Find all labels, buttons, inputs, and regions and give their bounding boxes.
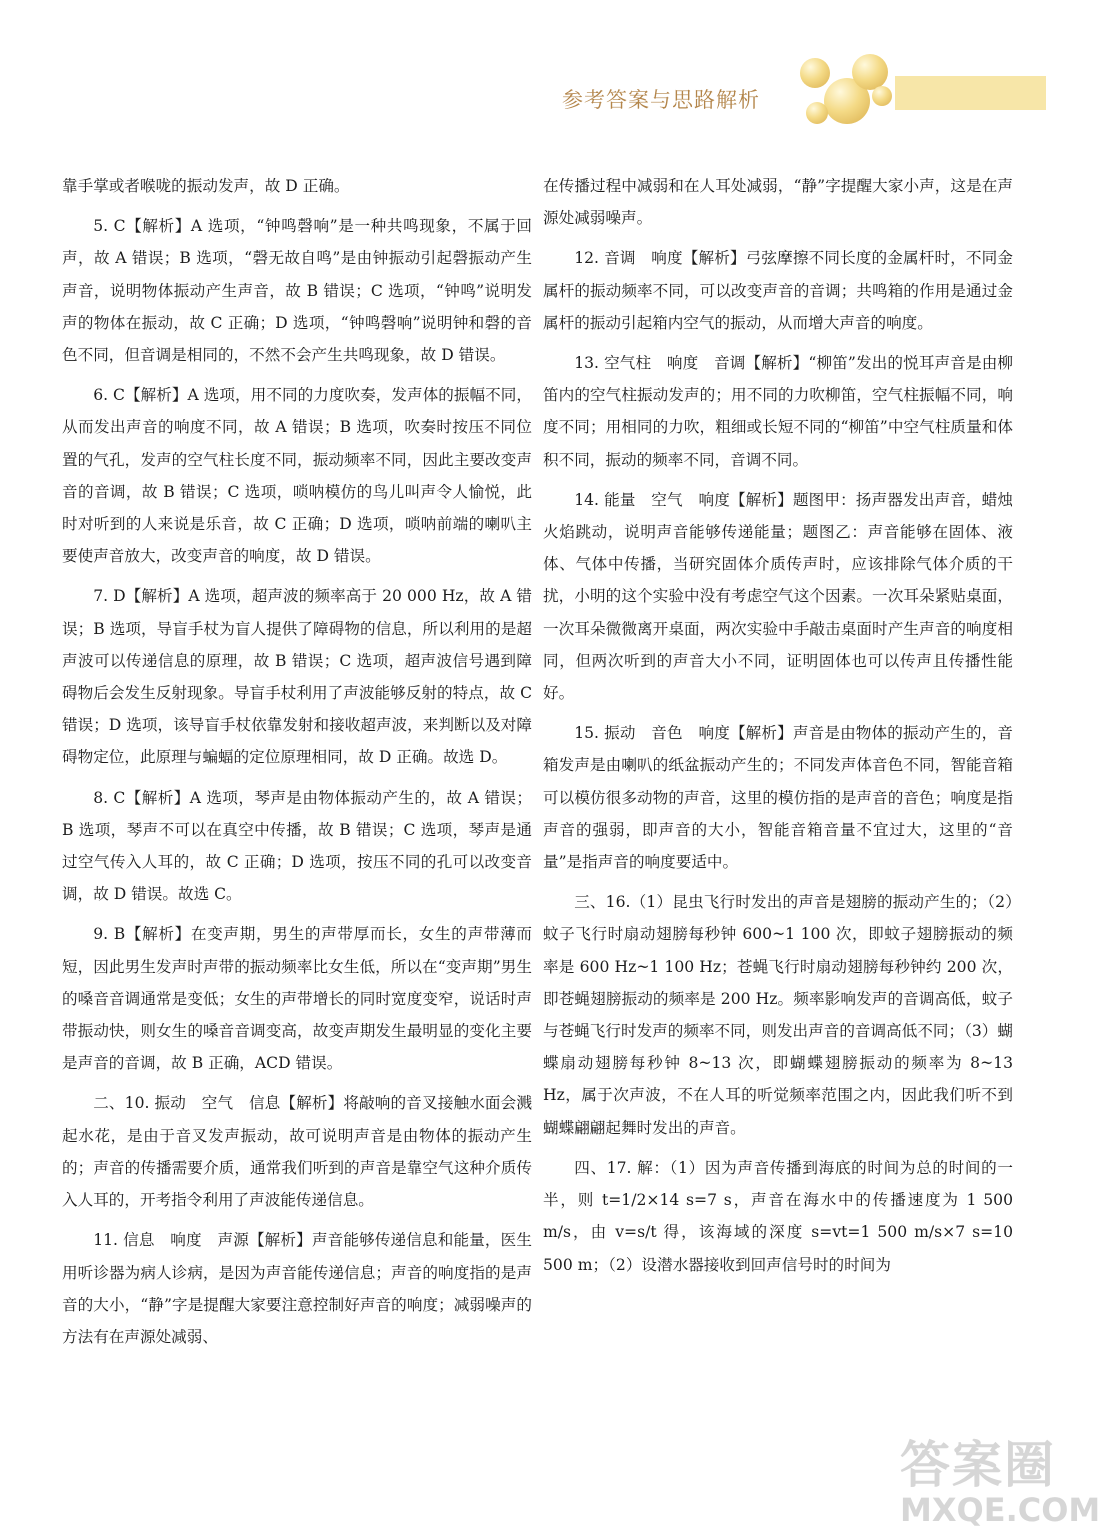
paragraph: 靠手掌或者喉咙的振动发声，故 D 正确。 (62, 177, 350, 195)
paragraph: 8. C【解析】A 选项，琴声是由物体振动产生的，故 A 错误；B 选项，琴声不可以在真空中传播，故 B 错误；C 选项，琴声是通过空气传入人耳的，故 C 正确；D 选项，按压不同的孔可以改变音调，故 D 错误。故选 C。 (62, 788, 532, 904)
left-column (62, 170, 532, 1361)
watermark-url: MXQE.COM (900, 1491, 1100, 1529)
paragraph: 四、17. 解：（1）因为声音传播到海底的时间为总的时间的一半，则 t=1/2×14 s=7 s，声音在海水中的传播速度为 1 500 m/s，由 v=s/t 得，该海域的深度 s=vt=1 500 m/s×7 s=10 500 m；（2）设潜水器接收到回声信号时的时间为 (543, 1158, 1013, 1274)
decor-bubble (872, 86, 892, 106)
right-column (543, 170, 1013, 1289)
decor-bubble (800, 58, 830, 88)
paragraph: 在传播过程中减弱和在人耳处减弱，“静”字提醒大家小声，这是在声源处减弱噪声。 (543, 177, 1013, 228)
header-decor-band (895, 76, 1046, 110)
paragraph: 7. D【解析】A 选项，超声波的频率高于 20 000 Hz，故 A 错误；B 选项，导盲手杖为盲人提供了障碍物的信息，所以利用的是超声波可以传递信息的原理，故 B 错误；C 选项，超声波信号遇到障碍物后会发生反射现象。导盲手杖利用了声波能够反射的特点，故 C 错误；D 选项，该导盲手杖依靠发射和接收超声波，来判断以及对障碍物定位，此原理与蝙蝠的定位原理相同，故 D 正确。故选 D。 (62, 587, 532, 767)
watermark-logo-text: 答案圈 (900, 1436, 1056, 1494)
paragraph: 15. 振动 音色 响度【解析】声音是由物体的振动产生的，音箱发声是由喇叭的纸盆振动产生的；不同发声体音色不同，智能音箱可以模仿很多动物的声音，这里的模仿指的是声音的音色；响度是指声音的强弱，即声音的大小，智能音箱音量不宜过大，这里的“音量”是指声音的响度要适中。 (543, 724, 1013, 872)
decor-bubble (852, 54, 888, 90)
paragraph: 14. 能量 空气 响度【解析】题图甲：扬声器发出声音，蜡烛火焰跳动，说明声音能够传递能量；题图乙：声音能够在固体、液体、气体中传播，当研究固体介质传声时，应该排除气体介质的干扰，小明的这个实验中没有考虑空气这个因素。一次耳朵紧贴桌面，一次耳朵微微离开桌面，两次实验中手敲击桌面时产生声音的响度相同，但两次听到的声音大小不同，证明固体也可以传声且传播性能好。 (543, 490, 1013, 703)
paragraph: 6. C【解析】A 选项，用不同的力度吹奏，发声体的振幅不同，从而发出声音的响度不同，故 A 错误；B 选项，吹奏时按压不同位置的气孔，发声的空气柱长度不同，振动频率不同，因此主要改变声音的音调，故 B 错误；C 选项，唢呐模仿的鸟儿叫声令人愉悦，此时对听到的人来说是乐音，故 C 正确；D 选项，唢呐前端的喇叭主要使声音放大，改变声音的响度，故 D 错误。 (62, 386, 532, 566)
decor-bubble (806, 102, 828, 124)
paragraph: 5. C【解析】A 选项，“钟鸣磬响”是一种共鸣现象，不属于回声，故 A 错误；B 选项，“磬无故自鸣”是由钟振动引起磬振动产生声音，说明物体振动产生声音，故 B 错误；C 选项，“钟鸣”说明发声的物体在振动，故 C 正确；D 选项，“钟鸣磬响”说明钟和磬的音色不同，但音调是相同的，不然不会产生共鸣现象，故 D 错误。 (62, 217, 532, 365)
paragraph: 二、10. 振动 空气 信息【解析】将敲响的音叉接触水面会溅起水花，是由于音叉发声振动，故可说明声音是由物体的振动产生的；声音的传播需要介质，通常我们听到的声音是靠空气这种介质传入人耳的，开考指令利用了声波能传递信息。 (62, 1094, 532, 1210)
watermark (900, 1425, 1100, 1529)
paragraph: 11. 信息 响度 声源【解析】声音能够传递信息和能量，医生用听诊器为病人诊病，是因为声音能传递信息；声音的响度指的是声音的大小，“静”字是提醒大家要注意控制好声音的响度；减弱噪声的方法有在声源处减弱、 (62, 1231, 532, 1346)
page-header-title: 参考答案与思路解析 (562, 88, 760, 112)
paragraph: 12. 音调 响度【解析】弓弦摩擦不同长度的金属杆时，不同金属杆的振动频率不同，可以改变声音的音调；共鸣箱的作用是通过金属杆的振动引起箱内空气的振动，从而增大声音的响度。 (543, 249, 1013, 332)
paragraph: 9. B【解析】在变声期，男生的声带厚而长，女生的声带薄而短，因此男生发声时声带的振动频率比女生低，所以在“变声期”男生的嗓音音调通常是变低；女生的声带增长的同时宽度变窄，说话时声带振动快，则女生的嗓音音调变高，故变声期发生最明显的变化主要是声音的音调，故 B 正确，ACD 错误。 (62, 925, 532, 1073)
paragraph: 13. 空气柱 响度 音调【解析】“柳笛”发出的悦耳声音是由柳笛内的空气柱振动发声的；用不同的力吹柳笛，空气柱振幅不同，响度不同；用相同的力吹，粗细或长短不同的“柳笛”中空气柱质量和体积不同，振动的频率不同，音调不同。 (543, 354, 1013, 469)
paragraph: 三、16.（1）昆虫飞行时发出的声音是翅膀的振动产生的；（2）蚊子飞行时扇动翅膀每秒钟 600~1 100 次，即蚊子翅膀振动的频率是 600 Hz~1 100 Hz；苍蝇飞行时扇动翅膀每秒钟约 200 次，即苍蝇翅膀振动的频率是 200 Hz。频率影响发声的音调高低，蚊子与苍蝇飞行时发声的频率不同，则发出声音的音调高低不同；（3）蝴蝶扇动翅膀每秒钟 8~13 次，即蝴蝶翅膀振动的频率为 8~13 Hz，属于次声波，不在人耳的听觉频率范围之内，因此我们听不到蝴蝶翩翩起舞时发出的声音。 (543, 893, 1013, 1137)
